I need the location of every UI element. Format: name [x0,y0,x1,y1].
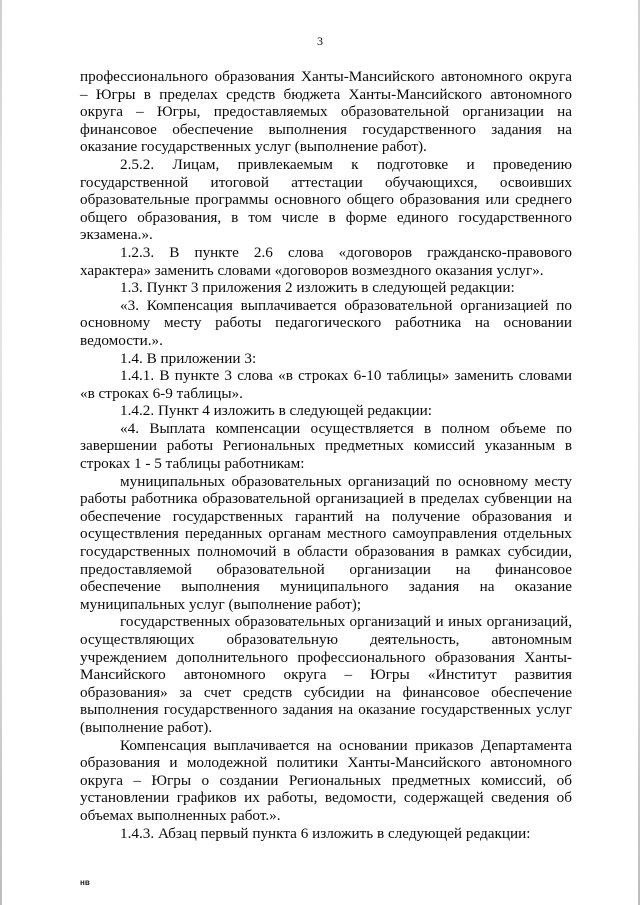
body-paragraph: «3. Компенсация выплачивается образовательной организацией по основному месту работы педагогического работника на основании ведомости.». [80,296,572,349]
body-paragraph: 1.4.2. Пункт 4 изложить в следующей редакции: [120,402,433,420]
body-paragraph: 1.4.1. В пункте 3 слова «в строках 6-10 таблицы» заменить словами «в строках 6-9 таблицы». [80,367,572,402]
body-paragraph: государственных образовательных организаций и иных организаций, осуществляющих образовательную деятельность, автономным учреждением дополнительного профессионального образования Ханты-Мансийского автономного округа – Югры «Институт развития образования» за счет средств субсидии на финансовое обеспечение выполнения государственного задания на оказание государственных услуг (выполнение работ). [80,613,572,736]
body-paragraph: профессионального образования Ханты-Мансийского автономного округа – Югры в пределах средств бюджета Ханты-Мансийского автономного округа – Югры, предоставляемых образовательной организации на финансовое обеспечение выполнения государственного задания на оказание государственных услуг (выполнение работ). [80,68,572,156]
body-paragraph: «4. Выплата компенсации осуществляется в полном объеме по завершении работы Региональных предметных комиссий указанным в строках 1 - 5 таблицы работникам: [80,419,572,473]
footer-initials: нв [80,878,90,887]
page-number: 3 [317,34,323,48]
body-paragraph: муниципальных образовательных организаций по основному месту работы работника образовательной организацией в пределах субвенции на обеспечение государственных гарантий на получение образования и осуществления переданных органам местного самоуправления отдельных государственных полномочий в области образования в рамках субсидии, предоставляемой образовательной организации на финансовое обеспечение выполнения муниципального задания на оказание муниципальных услуг (выполнение работ); [80,472,572,613]
body-paragraph: 1.3. Пункт 3 приложения 2 изложить в следующей редакции: [120,279,515,297]
page-left-edge [0,0,2,905]
body-paragraph: 1.4.3. Абзац первый пункта 6 изложить в следующей редакции: [120,824,531,842]
body-paragraph: Компенсация выплачивается на основании приказов Департамента образования и молодежной политики Ханты-Мансийского автономного округа – Югры о создании Региональных предметных комиссий, об установлении графиков их работы, ведомости, содержащей сведения об объемах выполненных работ.». [80,736,572,824]
body-paragraph: 1.4. В приложении 3: [120,349,257,367]
body-paragraph: 2.5.2. Лицам, привлекаемым к подготовке и проведению государственной итоговой аттестации обучающихся, освоивших образовательные программы основного общего образования или среднего общего образования, в том числе в форме единого государственного экзамена.». [80,155,572,244]
body-paragraph: 1.2.3. В пункте 2.6 слова «договоров гражданско-правового характера» заменить словами «договоров возмездного оказания услуг». [80,243,572,279]
document-body [80,68,572,842]
